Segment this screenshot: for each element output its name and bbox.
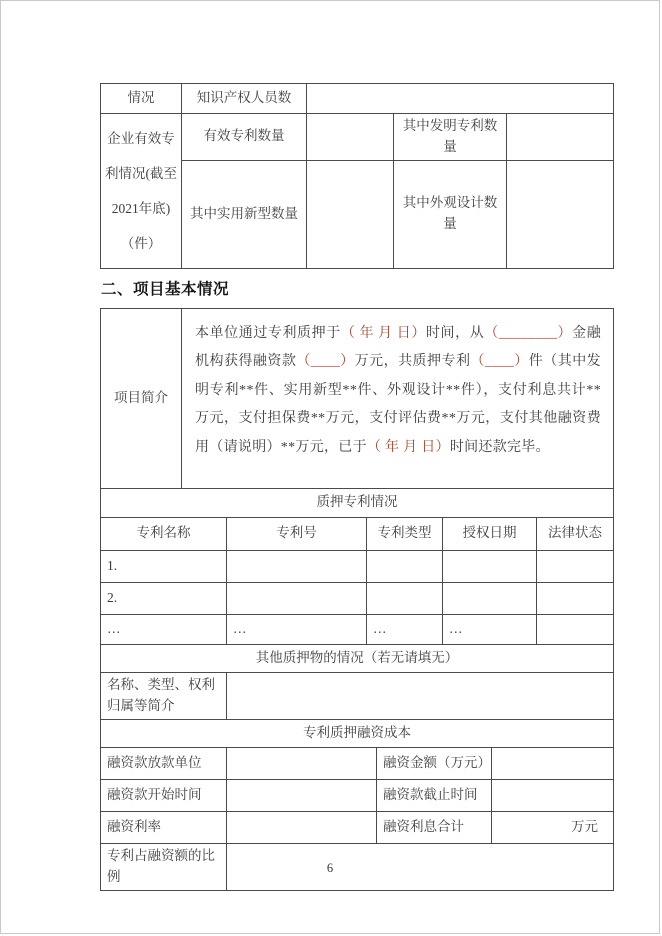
cell-patent-ellipsis-type: … [367, 614, 443, 644]
project-intro-text: 本单位通过专利质押于（ 年 月 日）时间，从（________）金融机构获得融资款（____）万元，共质押专利（____）件（其中发明专利**件、实用新型**件、外观设计**件），支付利息共计**万元，支付担保费**万元，支付评估费**万元，支付其他融资费用（请说明）**万元，已于（ 年 月 日）时间还款完毕。 [195, 325, 602, 455]
table-row [101, 308, 614, 488]
cell-other-collateral-label: 名称、类型、权利归属等简介 [101, 672, 227, 719]
cell-patent-ellipsis-date: … [443, 614, 537, 644]
cell-patent-ratio-label: 专利占融资额的比例 [101, 843, 227, 890]
cell-utility-model-count-label: 其中实用新型数量 [182, 160, 307, 268]
cell-patent-ellipsis-name: … [101, 614, 227, 644]
col-header-patent-name: 专利名称 [101, 517, 227, 550]
cell-lender-label: 融资款放款单位 [101, 747, 227, 779]
table-row [101, 719, 614, 747]
input-patent-ellipsis-status[interactable] [537, 614, 614, 644]
cell-interest-rate-label: 融资利率 [101, 811, 227, 843]
input-patent-row2-number[interactable] [227, 582, 367, 614]
col-header-grant-date: 授权日期 [443, 517, 537, 550]
input-patent-row1-status[interactable] [537, 550, 614, 582]
cell-project-intro-label: 项目简介 [101, 308, 182, 488]
page-number: 6 [326, 861, 334, 875]
table-row [101, 114, 614, 161]
input-patent-row1-type[interactable] [367, 550, 443, 582]
input-loan-end[interactable] [492, 779, 614, 811]
input-interest-rate[interactable] [227, 811, 377, 843]
table-row [101, 517, 614, 550]
input-ip-staff-count[interactable] [307, 84, 614, 114]
cell-financing-amount-label: 融资金额（万元） [377, 747, 492, 779]
table-row [101, 582, 614, 614]
input-patent-row1-date[interactable] [443, 550, 537, 582]
table-row [101, 811, 614, 843]
band-pledged-patents: 质押专利情况 [101, 488, 614, 517]
band-financing-cost: 专利质押融资成本 [101, 719, 614, 747]
cell-ip-staff-count-label: 知识产权人员数 [182, 84, 307, 114]
table-row [101, 550, 614, 582]
cell-patent-ellipsis-number: … [227, 614, 367, 644]
table-row [101, 779, 614, 811]
input-lender[interactable] [227, 747, 377, 779]
input-loan-start[interactable] [227, 779, 377, 811]
col-header-patent-type: 专利类型 [367, 517, 443, 550]
band-other-collateral: 其他质押物的情况（若无请填无） [101, 644, 614, 672]
col-header-patent-number: 专利号 [227, 517, 367, 550]
table-row [101, 488, 614, 517]
pledged-patents-table [100, 488, 614, 720]
table-row [101, 747, 614, 779]
input-valid-patent-count[interactable] [307, 114, 394, 161]
input-interest-total-unit[interactable]: 万元 [492, 811, 614, 843]
input-patent-row2-status[interactable] [537, 582, 614, 614]
table-row [101, 614, 614, 644]
input-patent-row2-type[interactable] [367, 582, 443, 614]
cell-valid-patent-section-label: 企业有效专利情况(截至2021年底)（件） [101, 114, 182, 269]
enterprise-patent-table [100, 83, 614, 269]
input-financing-amount[interactable] [492, 747, 614, 779]
col-header-legal-status: 法律状态 [537, 517, 614, 550]
cell-loan-end-label: 融资款截止时间 [377, 779, 492, 811]
input-utility-model-count[interactable] [307, 160, 394, 268]
cell-project-intro-value[interactable] [182, 308, 614, 488]
cell-loan-start-label: 融资款开始时间 [101, 779, 227, 811]
table-row [101, 644, 614, 672]
project-intro-table [100, 308, 614, 489]
cell-qingkuang: 情况 [101, 84, 182, 114]
cell-patent-row1-index: 1. [101, 550, 227, 582]
input-patent-row2-date[interactable] [443, 582, 537, 614]
input-design-patent-count[interactable] [507, 160, 614, 268]
input-patent-row1-number[interactable] [227, 550, 367, 582]
section-title: 二、项目基本情况 [101, 280, 230, 298]
cell-invention-patent-count-label: 其中发明专利数量 [394, 114, 507, 161]
input-invention-patent-count[interactable] [507, 114, 614, 161]
table-row [101, 672, 614, 719]
cell-valid-patent-count-label: 有效专利数量 [182, 114, 307, 161]
input-other-collateral-desc[interactable] [227, 672, 614, 719]
table-row [101, 84, 614, 114]
cell-interest-total-label: 融资利息合计 [377, 811, 492, 843]
page-content [100, 83, 615, 891]
cell-patent-row2-index: 2. [101, 582, 227, 614]
cell-design-patent-count-label: 其中外观设计数量 [394, 160, 507, 268]
